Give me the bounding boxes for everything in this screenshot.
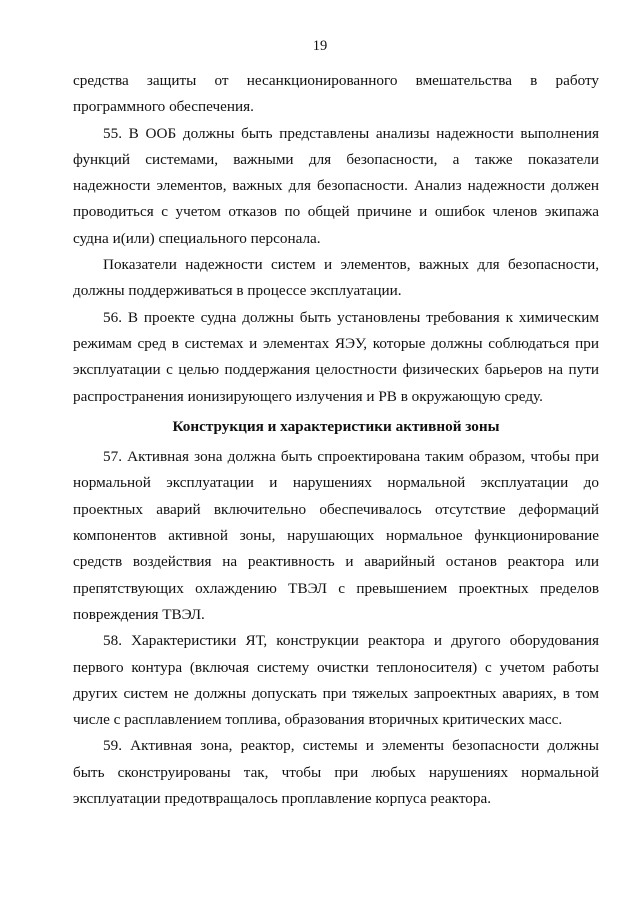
paragraph-58: 58. Характеристики ЯТ, конструкции реактора и другого оборудования первого контура (включая систему очистки теплоносителя) с учетом работы других систем не должны допускать при тяжелых запроектных авариях, в том числе с расплавлением топлива, образования вторичных критических масс. xyxy=(73,632,599,729)
paragraph-55-continued: Показатели надежности систем и элементов, важных для безопасности, должны поддерживаться в процессе эксплуатации. xyxy=(73,256,599,300)
section-heading: Конструкция и характеристики активной зоны xyxy=(172,417,500,435)
paragraph-57: 57. Активная зона должна быть спроектирована таким образом, чтобы при нормальной эксплуатации и нарушениях нормальной эксплуатации до проектных аварий включительно обеспечивалось отсутствие деформаций компонентов активной зоны, нарушающих нормальное функционирование средств воздействия на реактивность и аварийный останов реактора или препятствующих охлаждению ТВЭЛ с превышением проектных пределов повреждения ТВЭЛ. xyxy=(73,448,599,623)
page-number: 19 xyxy=(312,38,328,54)
paragraph-56: 56. В проекте судна должны быть установлены требования к химическим режимам сред в системах и элементах ЯЭУ, которые должны соблюдаться при эксплуатации с целью поддержания целостности физических барьеров на пути распространения ионизирующего излучения и РВ в окружающую среду. xyxy=(73,308,599,405)
paragraph-continuation: средства защиты от несанкционированного вмешательства в работу программного обеспечения. xyxy=(73,72,599,116)
paragraph-55: 55. В ООБ должны быть представлены анализы надежности выполнения функций системами, важными для безопасности, а также показатели надежности элементов, важных для безопасности. Анализ надежности должен проводиться с учетом отказов по общей причине и ошибок членов экипажа судна и(или) специального персонала. xyxy=(73,124,599,247)
document-body xyxy=(73,68,599,812)
paragraph-59: 59. Активная зона, реактор, системы и элементы безопасности должны быть сконструированы так, чтобы при любых нарушениях нормальной эксплуатации предотвращалось проплавление корпуса реактора. xyxy=(73,737,599,808)
